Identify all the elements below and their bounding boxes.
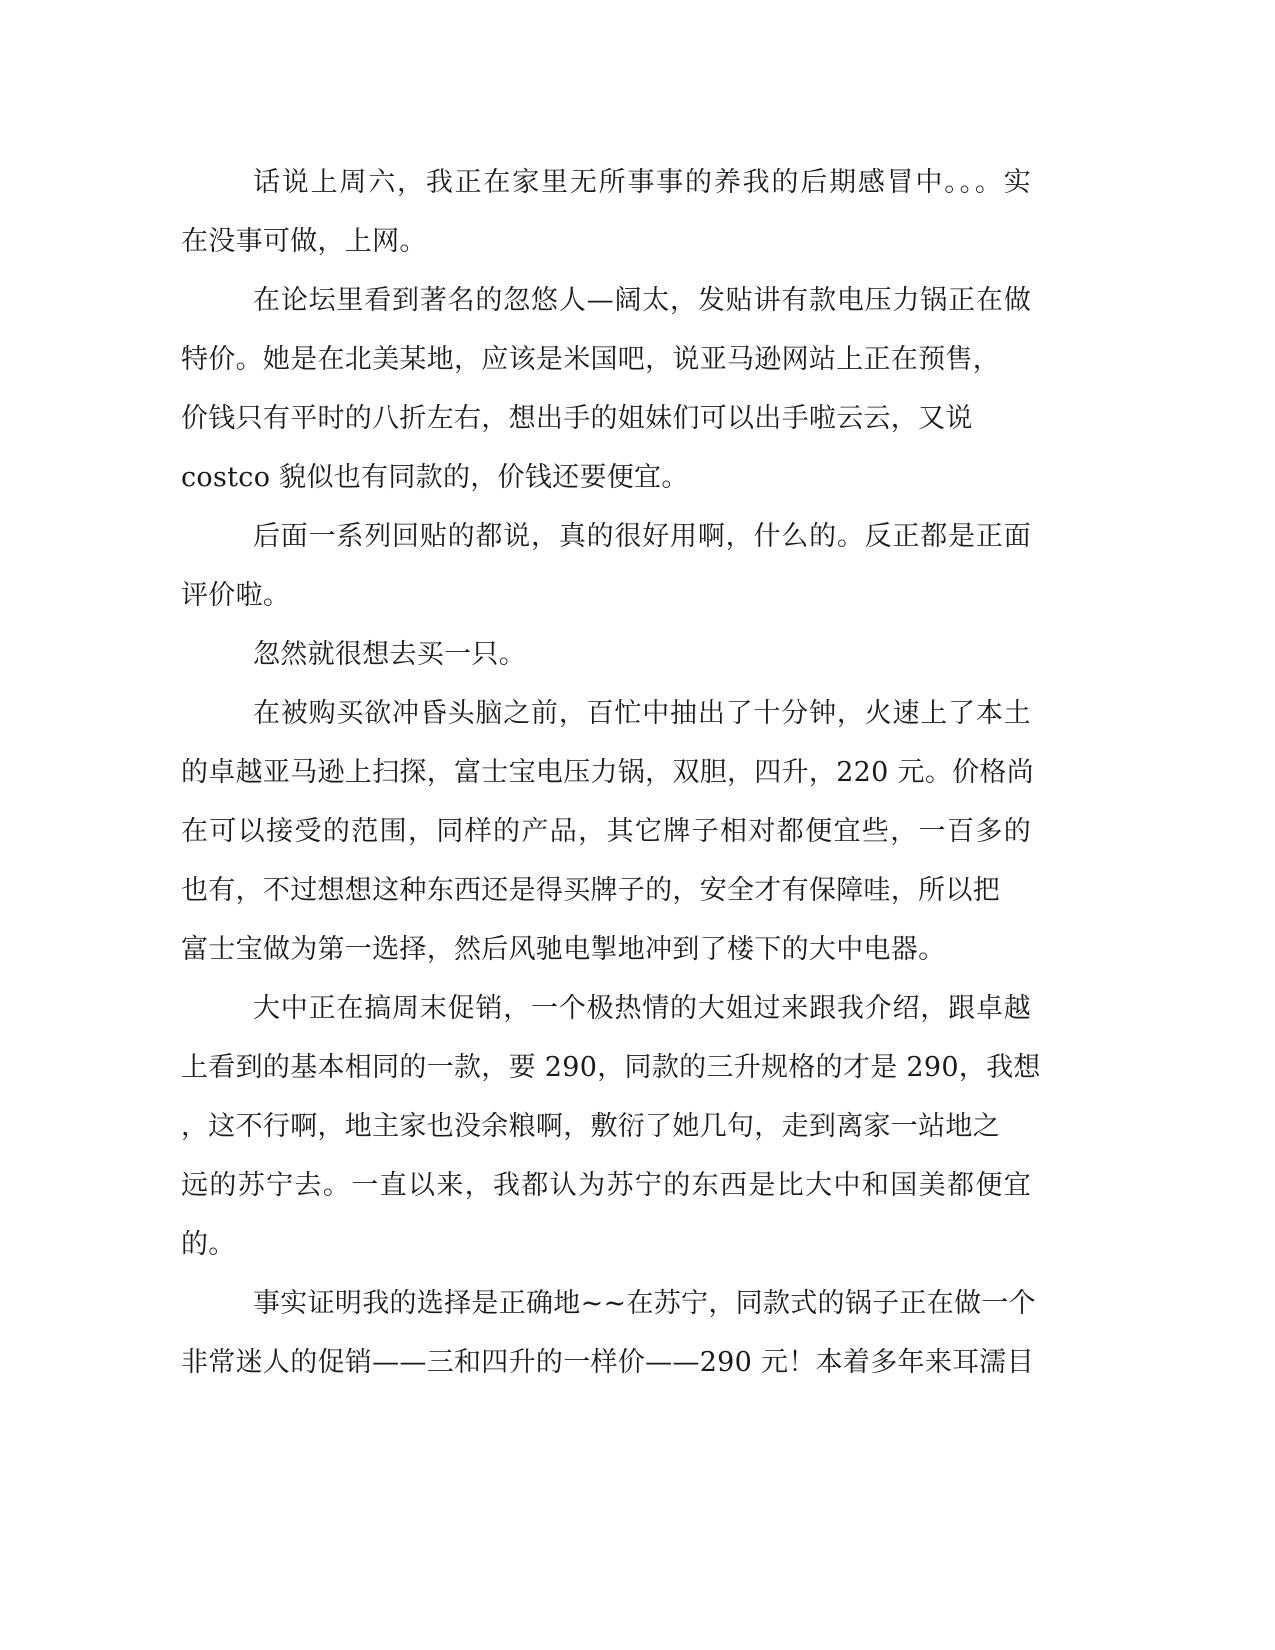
text-line: 在论坛里看到著名的忽悠人—阔太，发贴讲有款电压力锅正在做: [253, 285, 1031, 316]
text-line: 也有，不过想想这种东西还是得买牌子的，安全才有保障哇，所以把: [181, 875, 1000, 906]
text-line: 后面一系列回贴的都说，真的很好用啊，什么的。反正都是正面: [253, 521, 1031, 552]
text-line: 的卓越亚马逊上扫探，富士宝电压力锅，双胆，四升，220 元。价格尚: [181, 757, 1035, 788]
text-line: 在没事可做，上网。: [181, 226, 427, 257]
text-line: 话说上周六，我正在家里无所事事的养我的后期感冒中。。。实: [253, 167, 1031, 198]
text-line: 的。: [181, 1229, 236, 1260]
text-line: 非常迷人的促销——三和四升的一样价——290 元！本着多年来耳濡目: [181, 1347, 1035, 1378]
text-line: 远的苏宁去。一直以来，我都认为苏宁的东西是比大中和国美都便宜: [181, 1170, 1031, 1201]
text-line: 事实证明我的选择是正确地~~在苏宁，同款式的锅子正在做一个: [253, 1288, 1036, 1319]
text-line: 在被购买欲冲昏头脑之前，百忙中抽出了十分钟，火速上了本土: [253, 698, 1031, 729]
text-line: 价钱只有平时的八折左右，想出手的姐妹们可以出手啦云云，又说: [181, 403, 973, 434]
text-line: 忽然就很想去买一只。: [253, 639, 526, 670]
text-line: 富士宝做为第一选择，然后风驰电掣地冲到了楼下的大中电器。: [181, 934, 946, 965]
text-line: 特价。她是在北美某地，应该是米国吧，说亚马逊网站上正在预售，: [181, 344, 1000, 375]
text-line: ，这不行啊，地主家也没余粮啊，敷衍了她几句，走到离家一站地之: [181, 1111, 1000, 1142]
text-line: 评价啦。: [181, 580, 291, 611]
text-line: 在可以接受的范围，同样的产品，其它牌子相对都便宜些，一百多的: [181, 816, 1031, 847]
text-line: 上看到的基本相同的一款，要 290，同款的三升规格的才是 290，我想: [181, 1052, 1041, 1083]
text-line: 大中正在搞周末促销，一个极热情的大姐过来跟我介绍，跟卓越: [253, 993, 1031, 1024]
text-line: costco 貌似也有同款的，价钱还要便宜。: [181, 462, 689, 493]
